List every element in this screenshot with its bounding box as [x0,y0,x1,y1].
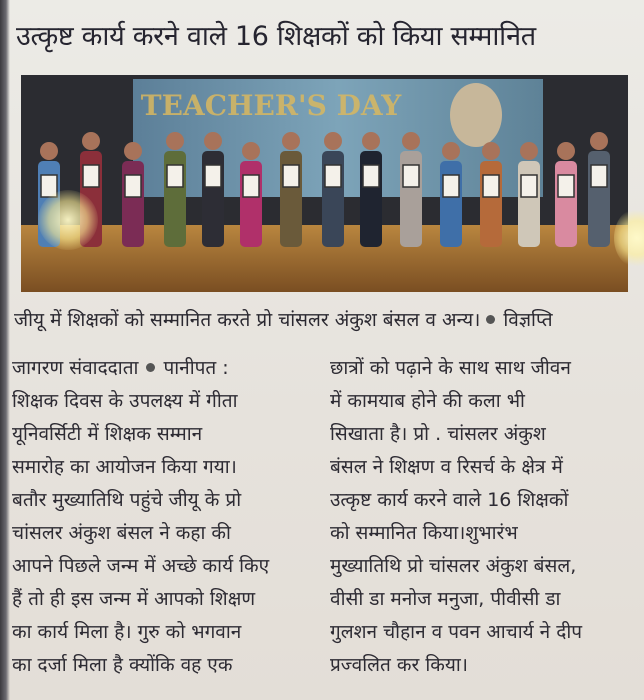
page-edge-shadow [0,0,10,700]
group-photo-illustration [21,75,628,292]
certificate-frame [558,175,574,197]
byline-location: पानीपत : [163,357,229,379]
person-figure [440,161,462,247]
portrait-image [450,83,502,147]
certificate-frame [283,165,299,187]
article-line: गुलशन चौहान व पवन आचार्य ने दीप [330,621,583,643]
caption-text: जीयू में शिक्षकों को सम्मानित करते प्रो चांसलर अंकुश बंसल व अन्य। [14,309,481,331]
person-head [402,132,420,150]
certificate-frame [325,165,341,187]
person-figure [240,161,262,247]
person-head [442,142,460,160]
article-column-right [330,352,635,682]
person-head [362,132,380,150]
person-head [204,132,222,150]
article-line: हैं तो ही इस जन्म में आपको शिक्षण [12,588,256,610]
person-figure [122,161,144,247]
screen-banner-text: TEACHER'S DAY [140,89,402,122]
article-line: आपने पिछले जन्म में अच्छे कार्य किए [12,555,270,577]
right-column-text [330,352,635,682]
article-line: मुख्यातिथि प्रो चांसलर अंकुश बंसल, [330,555,577,577]
person-figure [555,161,577,247]
byline-reporter: जागरण संवाददाता [12,357,139,379]
article-line: का दर्जा मिला है क्योंकि वह एक [12,654,233,676]
article-line: में कामयाब होने की कला भी [330,390,525,412]
person-head [324,132,342,150]
article-line: बतौर मुख्यातिथि पहुंचे जीयू के प्रो [12,489,242,511]
person-figure [480,161,502,247]
certificate-frame [363,165,379,187]
certificate-frame [403,165,419,187]
person-head [40,142,58,160]
article-column-left [12,352,312,682]
person-head [557,142,575,160]
article-line: को सम्मानित किया।शुभारंभ [330,522,518,544]
person-head [124,142,142,160]
left-column-text [12,385,312,682]
certificate-frame [125,175,141,197]
caption-source: विज्ञप्ति [503,309,553,331]
certificate-frame [243,175,259,197]
article-line: वीसी डा मनोज मनुजा, पीवीसी डा [330,588,561,610]
article-line: सिखाता है। प्रो . चांसलर अंकुश [330,423,546,445]
person-head [242,142,260,160]
person-head [82,132,100,150]
light-glare [38,190,98,250]
person-head [282,132,300,150]
person-head [482,142,500,160]
article-line: समारोह का आयोजन किया गया। [12,456,237,478]
certificate-frame [591,165,607,187]
article-line: छात्रों को पढ़ाने के साथ साथ जीवन [330,357,571,379]
headline: उत्कृष्ट कार्य करने वाले 16 शिक्षकों को किया सम्मानित [16,21,536,52]
article-line: उत्कृष्ट कार्य करने वाले 16 शिक्षकों [330,489,569,511]
certificate-frame [443,175,459,197]
person-figure [518,161,540,247]
news-photo [21,75,628,292]
byline [12,352,312,385]
certificate-frame [167,165,183,187]
article-line: प्रज्वलित कर किया। [330,654,468,676]
article-line: का कार्य मिला है। गुरु को भगवान [12,621,242,643]
article-line: चांसलर अंकुश बंसल ने कहा की [12,522,231,544]
article-line: शिक्षक दिवस के उपलक्ष्य में गीता [12,390,238,412]
article-line: बंसल ने शिक्षण व रिसर्च के क्षेत्र में [330,456,563,478]
certificate-frame [483,175,499,197]
byline-bullet [146,363,155,372]
person-head [166,132,184,150]
caption-bullet [486,315,495,324]
certificate-frame [205,165,221,187]
certificate-frame [83,165,99,187]
article-line: यूनिवर्सिटी में शिक्षक सम्मान [12,423,203,445]
certificate-frame [521,175,537,197]
photo-caption [14,300,634,340]
person-head [590,132,608,150]
person-head [520,142,538,160]
